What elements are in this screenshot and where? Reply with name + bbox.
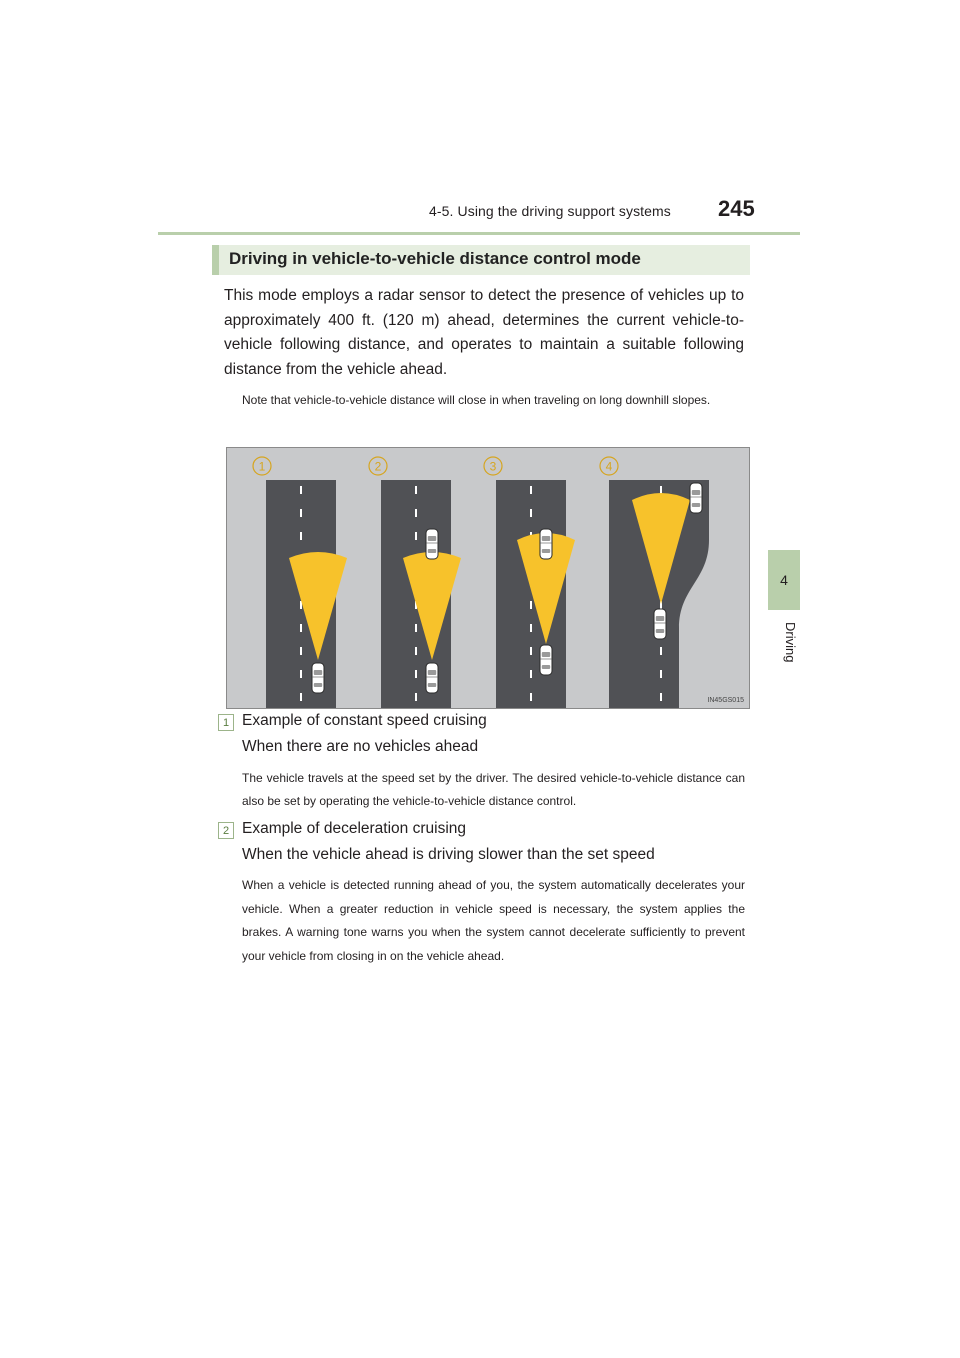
chapter-tab-number: 4: [768, 550, 800, 610]
svg-text:3: 3: [489, 459, 497, 474]
header-rule: [158, 232, 800, 235]
running-header-section: 4-5. Using the driving support systems: [429, 203, 671, 219]
scene-label-1: [253, 457, 271, 475]
note-paragraph: Note that vehicle-to-vehicle distance will close in when traveling on long downhill slopes.: [242, 393, 711, 407]
step-2-number: 2: [218, 822, 234, 839]
svg-text:4: 4: [605, 459, 613, 474]
scene-label-3: [484, 457, 502, 475]
vehicle-ahead-2: [426, 529, 438, 559]
chapter-tab-label: Driving: [783, 622, 798, 663]
radar-diagram: [227, 448, 750, 709]
scene-label-2: [369, 457, 387, 475]
step-2-body: When a vehicle is detected running ahead of you, the system automatically decelerates your vehicle. When a greater reduction in vehicle speed is necessary, the system applies the brakes. A warning tone warns you when the system cannot decelerate sufficiently to prevent your vehicle from closing in on the vehicle ahead.: [242, 878, 745, 963]
vehicle-changing-lane-4: [690, 483, 702, 513]
vehicle-ahead-3: [540, 529, 552, 559]
step-1-subtitle: When there are no vehicles ahead: [242, 738, 479, 755]
step-1-body: The vehicle travels at the speed set by the driver. The desired vehicle-to-vehicle distance can also be set by operating the vehicle-to-vehicle distance control.: [242, 771, 745, 808]
figure-code: IN45GS015: [707, 697, 744, 704]
own-vehicle-1: [312, 663, 324, 693]
own-vehicle-3: [540, 645, 552, 675]
page-number: 245: [718, 196, 755, 221]
section-title: Driving in vehicle-to-vehicle distance control mode: [229, 249, 641, 268]
step-1-number: 1: [218, 714, 234, 731]
svg-text:1: 1: [258, 459, 266, 474]
svg-text:2: 2: [374, 459, 382, 474]
section-heading-box: [212, 245, 750, 275]
radar-cruise-figure: [226, 447, 750, 709]
step-2-title: Example of deceleration cruising: [242, 820, 467, 837]
step-2-subtitle: When the vehicle ahead is driving slower than the set speed: [242, 846, 655, 863]
own-vehicle-2: [426, 663, 438, 693]
scene-label-4: [600, 457, 618, 475]
own-vehicle-4: [654, 609, 666, 639]
intro-paragraph: This mode employs a radar sensor to detect the presence of vehicles up to approximately 400 ft. (120 m) ahead, determines the current vehicle-to-vehicle following distance, and operates to maintain a suitable following distance from the vehicle ahead.: [224, 287, 744, 378]
step-1-title: Example of constant speed cruising: [242, 712, 487, 729]
